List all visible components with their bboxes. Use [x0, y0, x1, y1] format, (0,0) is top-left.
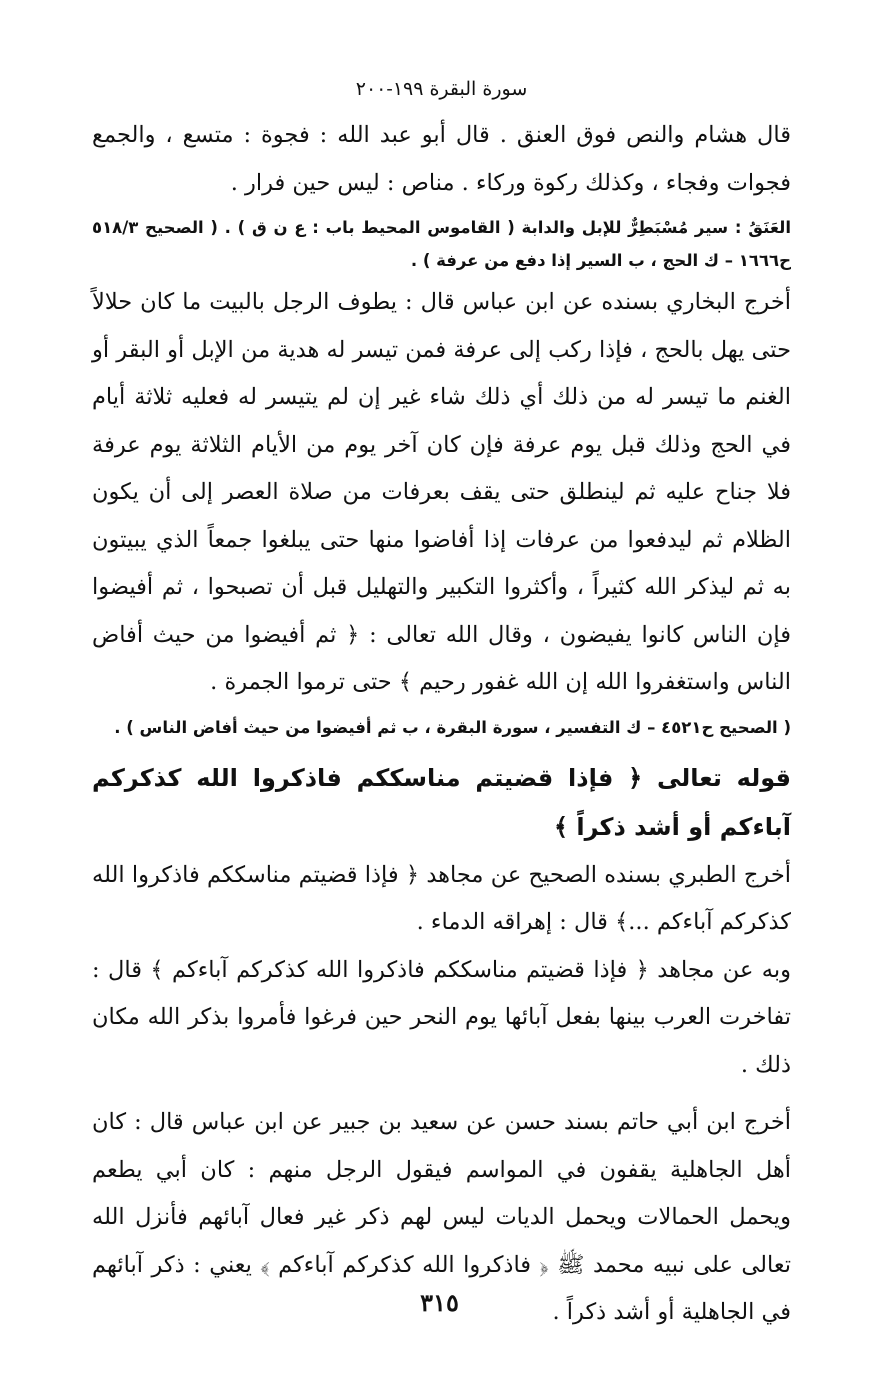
- paragraph-bukhari: أخرج البخاري بسنده عن ابن عباس قال : يطوف الرجل بالبيت ما كان حلالاً حتى يهل بالحج ، فإذا ركب إلى عرفة فمن تيسر له هدية من الإبل أو البقر أو الغنم ما تيسر له من ذلك أي ذلك شاء غير إن لم يتيسر له فعليه ثلاثة أيام في الحج وذلك قبل يوم عرفة فإن كان آخر يوم من الأيام الثلاثة يوم عرفة فلا جناح عليه ثم لينطلق حتى يقف بعرفات من صلاة العصر إلى أن يكون الظلام ثم ليدفعوا من عرفات إذا أفاضوا منها حتى يبلغوا جمعاً الذي يبيتون به ثم ليذكر الله كثيراً ، وأكثروا التكبير والتهليل قبل أن تصبحوا ، ثم أفيضوا فإن الناس كانوا يفيضون ، وقال الله تعالى : ﴿ ثم أفيضوا من حيث أفاض الناس واستغفروا الله إن الله غفور رحيم ﴾ حتى ترموا الجمرة .: [92, 289, 791, 695]
- paragraph-vocabulary: قال هشام والنص فوق العنق . قال أبو عبد الله : فجوة : متسع ، والجمع فجوات وفجاء ، وكذلك ركوة وركاء . مناص : ليس حين فرار .: [92, 122, 791, 196]
- paragraph-tabari: أخرج الطبري بسنده الصحيح عن مجاهد ﴿ فإذا قضيتم مناسككم فاذكروا الله كذكركم آباءكم ...﴾ قال : إهراقه الدماء .: [92, 861, 791, 935]
- paragraph-ibn-abi-hatim: أخرج ابن أبي حاتم بسند حسن عن سعيد بن جبير عن ابن عباس قال : كان أهل الجاهلية يقفون في المواسم فيقول الرجل منهم : كان أبي يطعم ويحمل الحمالات ويحمل الديات ليس لهم ذكر غير فعال آبائهم فأنزل الله تعالى على نبيه محمد ﷺ ﴿ فاذكروا الله كذكركم آباءكم ﴾ يعني : ذكر آبائهم في الجاهلية أو أشد ذكراً .: [92, 1109, 791, 1325]
- page-number: ٣١٥: [420, 1288, 459, 1317]
- footnote-reference: ( الصحيح ح٤٥٢١ – ك التفسير ، سورة البقرة ، ب ثم أفيضوا من حيث أفاض الناس ) .: [114, 717, 791, 737]
- section-heading: قوله تعالى ﴿ فإذا قضيتم مناسككم فاذكروا الله كذكركم آباءكم أو أشد ذكراً ﴾: [92, 763, 791, 841]
- running-header: سورة البقرة ١٩٩-٢٠٠: [355, 78, 528, 100]
- paragraph-mujahid: وبه عن مجاهد ﴿ فإذا قضيتم مناسككم فاذكروا الله كذكركم آباءكم ﴾ قال : تفاخرت العرب بينها بفعل آبائها يوم النحر حين فرغوا فأمروا بذكر الله مكان ذلك .: [92, 956, 791, 1078]
- footnote-reference: العَنَقُ : سير مُسْبَطِرٌّ للإبل والدابة ( القاموس المحيط باب : ع ن ق ) . ( الصحيح ٥١٨/٣ ح١٦٦٦ – ك الحج ، ب السير إذا دفع من عرفة ) .: [92, 218, 791, 270]
